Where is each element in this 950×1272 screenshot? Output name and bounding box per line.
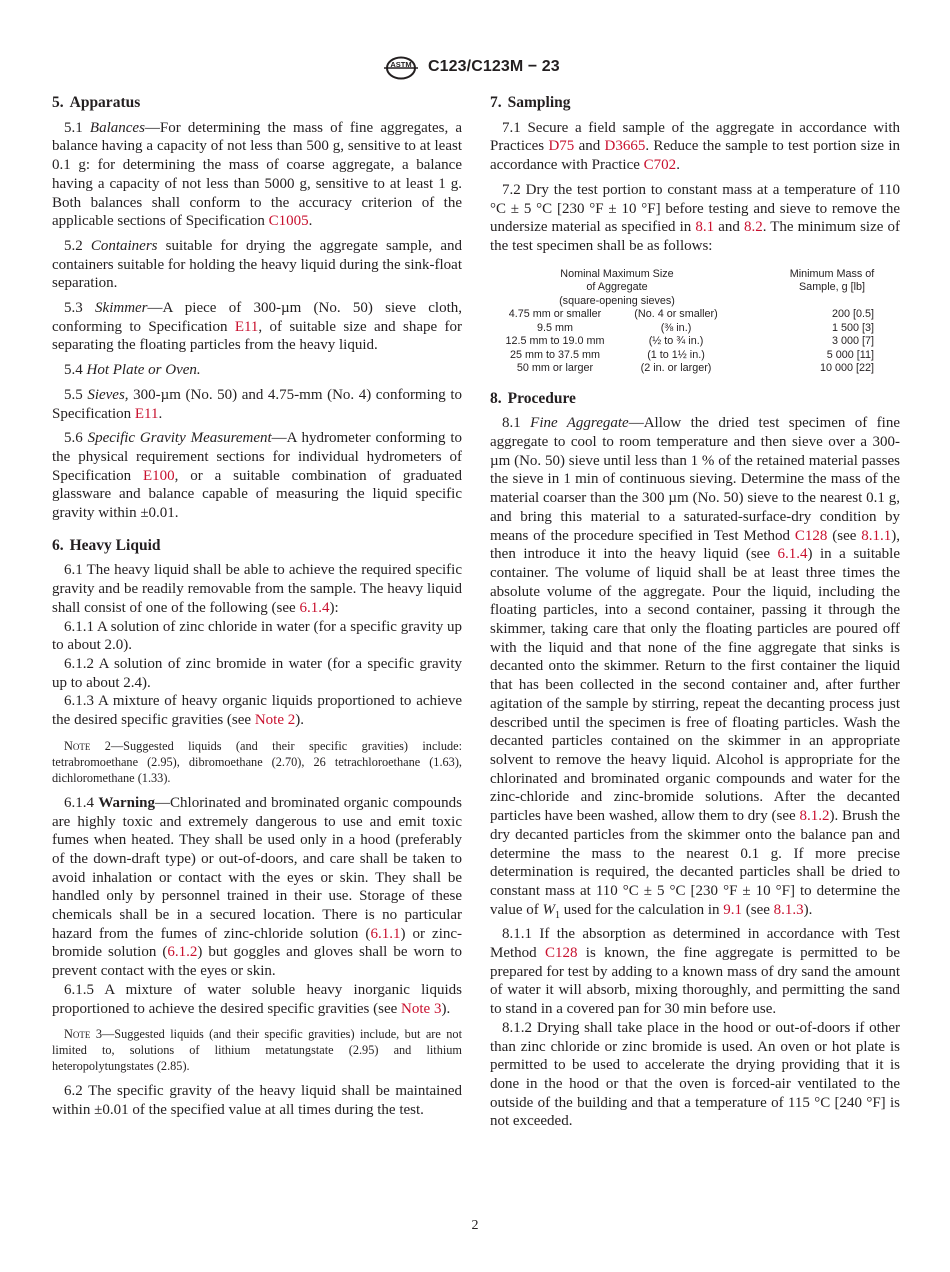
para-6-1-2: 6.1.2 A solution of zinc bromide in water (for a specific gravity up to about 2.4). [52, 655, 462, 691]
link-c702[interactable]: C702 [643, 157, 677, 174]
section-5-heading: 5. Apparatus [52, 94, 141, 111]
link-6-1-2[interactable]: 6.1.2 [167, 944, 198, 961]
para-6-1-1: 6.1.1 A solution of zinc chloride in water (for a specific gravity up to about 2.0). [52, 618, 462, 654]
table-row: 50 mm or larger (2 in. or larger) 10 000 [22] [516, 362, 874, 375]
link-d3665[interactable]: D3665 [604, 138, 646, 155]
link-8-2[interactable]: 8.2 [743, 219, 763, 236]
para-6-1-4: 6.1.4 Warning—Chlorinated and brominated organic compounds are highly toxic and extremely dangerous to use and emit toxic fumes when heated. They shall be used only in a hood (preferably of the down-draft type) or out-of-doors, and care shall be taken to avoid inhalation or contact with the eyes or skin. They shall be handled only by personnel trained in their use. Storage of these chemicals shall be in a secured location. There is no particular hazard from the fumes of zinc-chloride solution (6.1.1) or zinc-bromide solution (6.1.2) but goggles and gloves shall be worn to prevent contact with the eyes or skin. [52, 794, 463, 980]
table-row: 25 mm to 37.5 mm (1 to 1½ in.) 5 000 [11] [509, 348, 874, 361]
para-6-1-3: 6.1.3 A mixture of heavy organic liquids proportioned to achieve the desired specific gravities (see Note 2). [52, 693, 462, 729]
link-8-1[interactable]: 8.1 [695, 219, 715, 236]
section-8-heading: 8. Procedure [490, 389, 576, 407]
table-header-cell: (square-opening sieves) [559, 294, 675, 307]
link-e11[interactable]: E11 [234, 318, 259, 335]
section-6-heading: 6. Heavy Liquid [52, 536, 161, 554]
section-7-heading: 7. Sampling [490, 94, 571, 111]
table-header-cell: Sample, g [lb] [798, 281, 865, 294]
para-5-3: 5.3 Skimmer—A piece of 300-µm (No. 50) sieve cloth, conforming to Specification E11, of suitable size and shape for separating the floating particles from the heavy liquid. [52, 300, 462, 354]
para-8-1-2: 8.1.2 Drying shall take place in the hood or out-of-doors if other than zinc chloride or zinc bromide is used. An oven or hot plate is permitted to be used to accelerate the drying providing that it is done in the hood or that the oven is forced-air ventilated to the outside of the building and that a temperature of 115 °C [240 °F] is not exceeded. [490, 1019, 900, 1130]
astm-logo-icon [382, 56, 420, 80]
link-6-1-4[interactable]: 6.1.4 [299, 599, 330, 616]
link-e100[interactable]: E100 [143, 467, 175, 484]
logo-text: ASTM [390, 60, 412, 69]
link-8-1-1[interactable]: 8.1.1 [861, 527, 892, 544]
para-6-2: 6.2 The specific gravity of the heavy liquid shall be maintained within ±0.01 of the specified value at all times during the test. [52, 1083, 462, 1118]
table-header-cell: Minimum Mass of [789, 267, 875, 280]
table-header-cell: of Aggregate [586, 281, 648, 294]
link-note-2[interactable]: Note 2 [254, 712, 296, 729]
para-5-1: 5.1 Balances—For determining the mass of fine aggregates, a balance having a capacity of not less than 500 g, sensitive to at least 0.1 g: for determining the mass of coarse aggregate, a balance having a capacity of not less than 5000 g, sensitive to at least 1 g. Both balances shall conform to the accuracy criterion of the applicable sections of Specification C1005. [52, 119, 463, 230]
para-7-1: 7.1 Secure a field sample of the aggregate in accordance with Practices D75 and D3665. Reduce the sample to test portion size in accordance with Practice C702. [490, 119, 901, 174]
standard-designation: C123/C123M − 23 [428, 58, 560, 75]
para-8-1-1: 8.1.1 If the absorption as determined in accordance with Test Method C128 is known, the fine aggregate is permitted to be prepared for test by adding to a known mass of dry sand the amount of water it will absorb, mixing thoroughly, and permitting the sand to stand in a covered pan for 30 min before use. [490, 926, 901, 1018]
note-3: Note 3—Suggested liquids (and their specific gravities) include, but are not limited to, solutions of lithium metatungstate (2.95) and lithium heteropolytungstates (2.85). [52, 1027, 462, 1074]
para-5-4: 5.4 Hot Plate or Oven. [64, 362, 201, 379]
para-6-1: 6.1 The heavy liquid shall be able to achieve the required specific gravity and be readily removable from the sample. The heavy liquid shall consist of one of the following (see 6.1.4): [52, 562, 463, 616]
para-5-2: 5.2 Containers suitable for drying the aggregate sample, and containers suitable for holding the heavy liquid during the sink-float separation. [52, 237, 462, 292]
para-5-6: 5.6 Specific Gravity Measurement—A hydrometer conforming to the physical requirement sections for individual hydrometers of Specification E100, or a suitable combination of graduated glassware and balance capable of measuring the liquid specific gravity within ±0.01. [52, 430, 462, 522]
page-header [0, 56, 950, 82]
link-e11[interactable]: E11 [134, 405, 159, 422]
link-6-1-4[interactable]: 6.1.4 [777, 546, 808, 563]
page-number: 2 [471, 1218, 479, 1233]
link-c128[interactable]: C128 [794, 527, 828, 544]
link-d75[interactable]: D75 [548, 138, 575, 155]
left-column [52, 94, 462, 1126]
table-row: 12.5 mm to 19.0 mm (½ to ¾ in.) 3 000 [7] [505, 335, 874, 348]
para-6-1-5: 6.1.5 A mixture of water soluble heavy inorganic liquids proportioned to achieve the desired specific gravities (see Note 3). [52, 981, 462, 1017]
para-7-2: 7.2 Dry the test portion to constant mass at a temperature of 110 °C ± 5 °C [230 °F ± 10 °F] before testing and sieve to remove the undersize material as specified in 8.1 and 8.2. The minimum size of the test specimen shall be as follows: [490, 181, 901, 254]
sample-size-table [496, 268, 896, 376]
table-row: 4.75 mm or smaller (No. 4 or smaller) 200 [0.5] [508, 308, 874, 321]
table-row: 9.5 mm (⅜ in.) 1 500 [3] [537, 321, 874, 334]
link-8-1-3[interactable]: 8.1.3 [773, 901, 804, 918]
link-9-1[interactable]: 9.1 [723, 901, 743, 918]
para-8-1: 8.1 Fine Aggregate—Allow the dried test specimen of fine aggregate to cool to room temperature and then sieve over a 300-µm (No. 50) sieve until less than 1 % of the retained material passes the sieve in 1 min of continuous sieving. Determine the mass of the material coarser than the 300 µm (No. 50) sieve to the nearest 0.1 g, and bring this material to a saturated-surface-dry condition by means of the procedure specified in Test Method C128 (see 8.1.1), then introduce it into the heavy liquid (see 6.1.4) in a suitable container. The volume of liquid shall be at least three times the absolute volume of the aggregate. Pour the liquid, including the floating particles, into a second container, passing it through the skimmer, taking care that only the floating particles are poured off with the liquid and that none of the fine aggregate that sinks is decanted onto the skimmer. Return to the first container the liquid that has been collected in the second container and, after further agitation of the sample by stirring, repeat the decanting process just described until the specimen is free of floating particles. Wash the decanted particles contained on the skimmer in an appropriate solvent to remove the heavy liquid. Alcohol is appropriate for the chlorinated and brominated organic compounds and water for the zinc-chloride and zinc-bromide solutions. After the decanted particles have been washed, allow them to dry (see 8.1.2). Brush the dry decanted particles from the skimmer onto the balance pan and determine the mass to the nearest 0.1 g. If more precise determination is required, the decanted particles shall be dried to constant mass at 110 °C ± 5 °C [230 °F ± 10 °F] to determine the value of $W_1$ used for the calculation in 9.1 (see 8.1.3). [490, 415, 901, 921]
note-2: Note 2—Suggested liquids (and their specific gravities) include: tetrabromoethane (2.95), dibromoethane (2.70), 26 tetrachloroethane (1.63), dichloromethane (1.33). [52, 738, 462, 785]
para-5-5: 5.5 Sieves, 300-µm (No. 50) and 4.75-mm (No. 4) conforming to Specification E11. [52, 386, 463, 422]
table-header-cell: Nominal Maximum Size [560, 267, 674, 280]
table-header-row [496, 268, 896, 309]
link-8-1-2[interactable]: 8.1.2 [799, 808, 830, 825]
link-c1005[interactable]: C1005 [268, 213, 309, 230]
link-note-3[interactable]: Note 3 [401, 1000, 442, 1017]
link-6-1-1[interactable]: 6.1.1 [370, 925, 401, 942]
right-column [490, 94, 900, 1137]
link-c128[interactable]: C128 [544, 945, 578, 962]
